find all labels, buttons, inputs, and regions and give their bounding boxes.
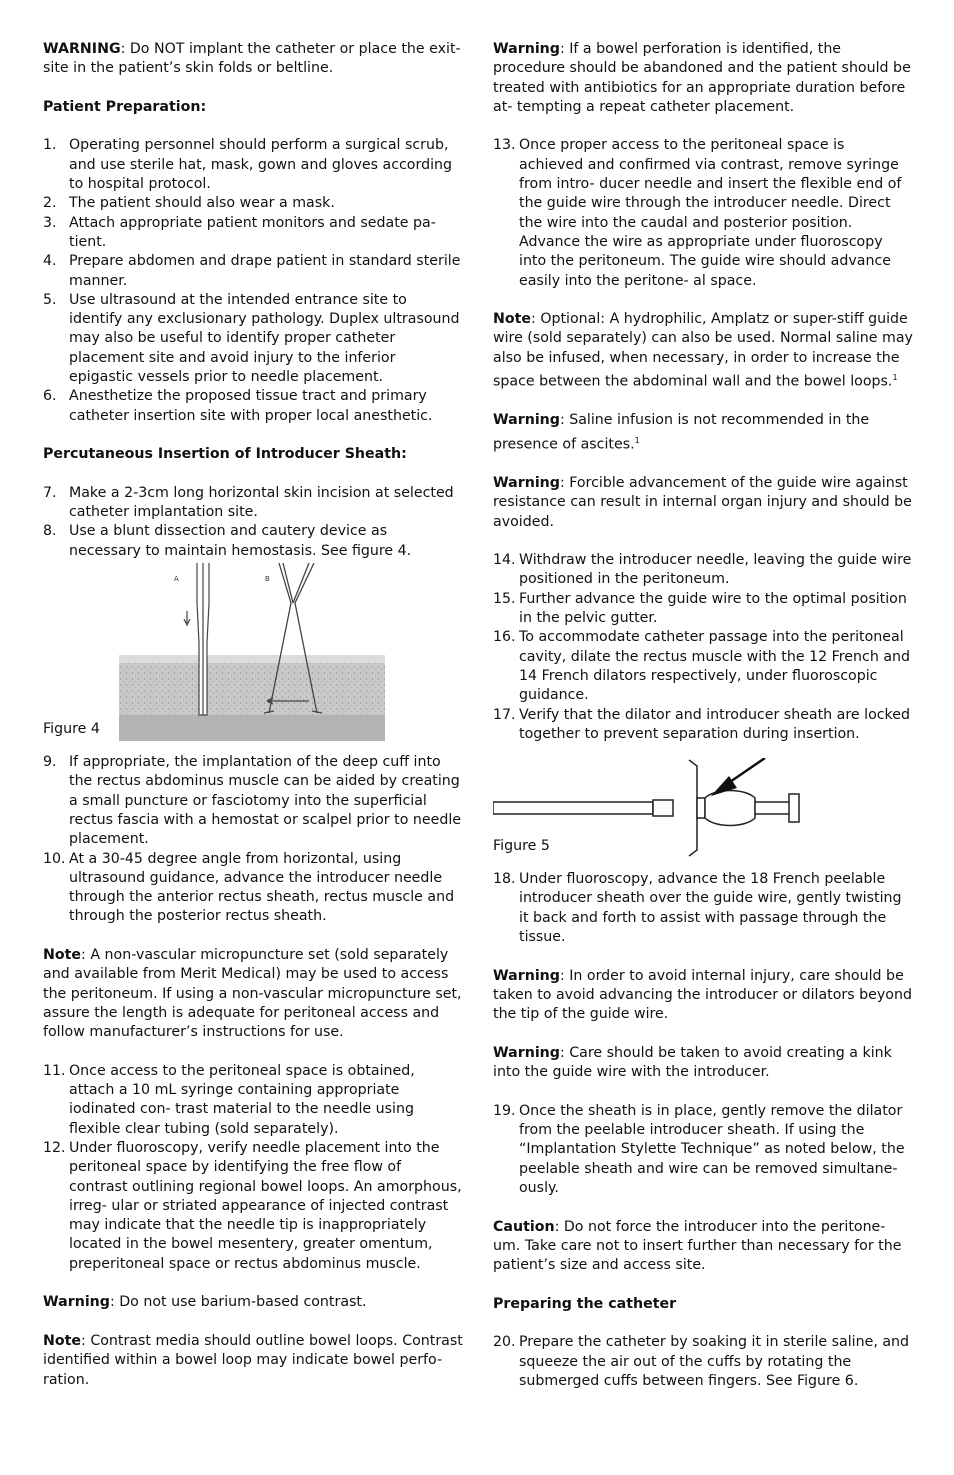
warning-barium: [43, 1293, 463, 1312]
sheath-collar: [697, 798, 705, 818]
warning-label: Warning: [493, 1044, 560, 1061]
dilator-bulb: [705, 791, 755, 826]
list-item: [43, 522, 463, 561]
warning-label: Warning: [493, 967, 560, 984]
list-item: [43, 1139, 463, 1274]
step-text: Once access to the peritoneal space is obtained, attach a 10 mL syringe containing appropriate iodinated con- trast material to the needle using flexible clear tubing (sold separately).: [69, 1062, 415, 1137]
step-20-list: [493, 1333, 913, 1391]
step-number: 20.: [493, 1334, 516, 1351]
sheath-hub: [653, 800, 673, 816]
step-text: The patient should also wear a mask.: [69, 195, 335, 212]
step-text: Once proper access to the peritoneal space is achieved and confirmed via contrast, remove syringe from intro- ducer needle and insert the flexible end of the guide wire through the introducer needle. Direct the wire into the caudal and posterior position. Advance the wire as appropriate under fluoroscopy into the peritoneum. The guide wire should advance easily into the peritone- al space.: [519, 137, 902, 289]
step-number: 13.: [493, 137, 516, 154]
warning-kink: [493, 1044, 913, 1083]
percutaneous-steps-list: [43, 484, 463, 561]
list-item: [493, 706, 913, 745]
warning-saline: [493, 411, 913, 454]
list-item: [493, 1102, 913, 1198]
step-text: Operating personnel should perform a surgical scrub, and use sterile hat, mask, gown and gloves according to hospital protocol.: [69, 137, 453, 193]
steps-11-12-list: [43, 1062, 463, 1274]
figure-4: [43, 563, 463, 741]
note-text: : A non-vascular micropuncture set (sold separately and available from Merit Medical) may be used to access the peritoneum. If using a non-vascular micropuncture set, assure the length is adequate for peritoneal access and follow manufacturer’s instructions for use.: [43, 946, 462, 1041]
step-text: Under fluoroscopy, verify needle placement into the peritoneal space by identifying the free flow of contrast outlining regional bowel loops. An amorphous, irreg- ular or striated appearance of injected contrast may indicate that the needle tip is inappropriately located in the bowel mesentery, greater omentum, preperitoneal space or rectus abdominus muscle.: [69, 1139, 462, 1272]
note-text: : Optional: A hydrophilic, Amplatz or super-stiff guide wire (sold separately) can also be used. Normal saline may also be infused, when necessary, in order to increase the space between the abdominal wall and the bowel loops.: [493, 311, 913, 390]
warning-text: : Forcible advancement of the guide wire against resistance can result in internal organ injury and should be avoided.: [493, 475, 912, 530]
step-number: 1.: [43, 137, 57, 154]
step-number: 2.: [43, 195, 57, 212]
step-text: Anesthetize the proposed tissue tract and primary catheter insertion site with proper local anesthetic.: [69, 388, 433, 424]
step-text: Verify that the dilator and introducer sheath are locked together to prevent separation during insertion.: [519, 706, 910, 742]
caution-force: [493, 1218, 913, 1276]
steps-14-17-list: [493, 551, 913, 744]
note-label: Note: [43, 1332, 82, 1349]
note-contrast: [43, 1332, 463, 1390]
step-number: 9.: [43, 754, 57, 771]
figure-4-label-a: A: [174, 575, 179, 584]
warning-forcible-advancement: [493, 474, 913, 532]
step-number: 17.: [493, 706, 516, 723]
step-number: 18.: [493, 871, 516, 888]
step-text: To accommodate catheter passage into the peritoneal cavity, dilate the rectus muscle with the 12 French and 14 French dilators respectively, under fluoroscopic guidance.: [519, 629, 911, 704]
list-item: [43, 753, 463, 849]
muscle-layer: [119, 715, 385, 741]
step-text: Further advance the guide wire to the optimal position in the pelvic gutter.: [519, 590, 907, 627]
figure-5: [493, 758, 913, 858]
step-text: Prepare abdomen and drape patient in standard sterile manner.: [69, 253, 461, 289]
right-column: [493, 40, 913, 1410]
percutaneous-insertion-heading: Percutaneous Insertion of Introducer Sheath:: [43, 446, 407, 463]
list-item: [493, 870, 913, 947]
list-item: [43, 850, 463, 927]
list-item: [493, 628, 913, 705]
step-text: Withdraw the introducer needle, leaving the guide wire positioned in the peritoneum.: [519, 552, 912, 588]
list-item: [43, 214, 463, 253]
step-19-list: [493, 1102, 913, 1198]
step-number: 3.: [43, 214, 57, 231]
warning-bowel-perforation: [493, 40, 913, 117]
step-number: 4.: [43, 253, 57, 270]
warning-text: : Care should be taken to avoid creating a kink into the guide wire with the introducer.: [493, 1044, 892, 1081]
step-text: Attach appropriate patient monitors and sedate pa- tient.: [69, 214, 436, 250]
list-item: [493, 551, 913, 590]
warning-text: : Do NOT implant the catheter or place the exit-site in the patient’s skin folds or beltline.: [43, 41, 461, 77]
list-item: [43, 291, 463, 387]
warning-text: : If a bowel perforation is identified, the procedure should be abandoned and the patient should be treated with antibiotics for an appropriate duration before at- tempting a repeat catheter placement.: [493, 41, 911, 115]
step-text: If appropriate, the implantation of the deep cuff into the rectus abdominus muscle can be aided by creating a small puncture or fasciotomy into the superficial rectus fascia with a hemostat or scalpel prior to needle placement.: [69, 754, 462, 848]
warning-label: Warning: [493, 412, 560, 429]
note-guide-wire: [493, 310, 913, 392]
warning-text: : Saline infusion is not recommended in the presence of ascites.: [493, 412, 870, 453]
warning-label: Warning: [493, 41, 560, 57]
list-item: [43, 136, 463, 194]
list-item: [43, 1062, 463, 1139]
step-text: Under fluoroscopy, advance the 18 French peelable introducer sheath over the guide wire, gently twisting it back and forth to assist with passage through the tissue.: [519, 871, 902, 946]
step-text: At a 30-45 degree angle from horizontal, using ultrasound guidance, advance the introducer needle through the anterior rectus sheath, rectus muscle and through the posterior rectus sheath.: [69, 850, 455, 925]
step-number: 8.: [43, 523, 57, 540]
step-18-list: [493, 870, 913, 947]
step-number: 19.: [493, 1102, 516, 1119]
note-label: Note: [493, 311, 532, 328]
footnote-ref: 1: [892, 373, 898, 383]
caution-text: : Do not force the introducer into the peritone- um. Take care not to insert further than necessary for the patient’s size and access site.: [493, 1218, 902, 1274]
step-13-list: [493, 136, 913, 290]
step-text: Use ultrasound at the intended entrance site to identify any exclusionary pathology. Duplex ultrasound may also be useful to identify proper catheter placement site and avoid injury to the inferior epigastic vessels prior to needle placement.: [69, 291, 460, 386]
step-text: Prepare the catheter by soaking it in sterile saline, and squeeze the air out of the cuffs by rotating the submerged cuffs between fingers. See Figure 6.: [519, 1334, 910, 1389]
step-number: 5.: [43, 291, 57, 308]
dilator-shaft: [493, 802, 653, 814]
caution-label: Caution: [493, 1218, 555, 1235]
left-column: [43, 40, 463, 1409]
sheath-wing: [689, 760, 697, 856]
step-number: 7.: [43, 484, 57, 501]
list-item: [43, 387, 463, 426]
note-micropuncture: [43, 946, 463, 1042]
step-number: 11.: [43, 1062, 66, 1079]
figure-5-caption: Figure 5: [493, 837, 550, 854]
warning-text: : In order to avoid internal injury, care should be taken to avoid advancing the introducer or dilators beyond the tip of the guide wire.: [493, 967, 912, 1023]
list-item: [43, 484, 463, 523]
footnote-ref: 1: [634, 435, 640, 445]
note-label: Note: [43, 946, 82, 963]
dilator-cap: [789, 794, 799, 822]
patient-preparation-heading: Patient Preparation:: [43, 98, 207, 115]
note-text: : Contrast media should outline bowel loops. Contrast identified within a bowel loop may indicate bowel perfo- ration.: [43, 1332, 463, 1388]
warning-skin-folds: [43, 40, 463, 79]
figure-4-illustration: [119, 563, 387, 741]
warning-label: Warning: [43, 1294, 110, 1311]
steps-9-10-list: [43, 753, 463, 927]
skin-layer: [119, 655, 385, 663]
step-number: 16.: [493, 629, 516, 646]
figure-4-caption: Figure 4: [43, 720, 100, 737]
list-item: [43, 252, 463, 291]
step-number: 14.: [493, 552, 516, 569]
preparing-catheter-heading: Preparing the catheter: [493, 1295, 677, 1312]
list-item: [43, 194, 463, 213]
step-text: Use a blunt dissection and cautery device as necessary to maintain hemostasis. See figure 4.: [69, 523, 412, 559]
figure-4-label-b: B: [265, 575, 270, 584]
step-text: Make a 2-3cm long horizontal skin incision at selected catheter implantation site.: [69, 484, 454, 521]
step-number: 6.: [43, 388, 57, 405]
step-text: Once the sheath is in place, gently remove the dilator from the peelable introducer sheath. If using the “Implantation Stylette Technique” as noted below, the peelable sheath and wire can be removed simultane- ously.: [519, 1102, 905, 1196]
step-number: 10.: [43, 850, 66, 867]
list-item: [493, 590, 913, 629]
warning-label: WARNING: [43, 41, 121, 57]
warning-label: Warning: [493, 475, 560, 491]
step-number: 12.: [43, 1139, 66, 1156]
list-item: [493, 136, 913, 290]
patient-prep-list: [43, 136, 463, 425]
warning-text: : Do not use barium-based contrast.: [109, 1294, 367, 1311]
figure-5-illustration: [493, 758, 813, 858]
step-number: 15.: [493, 590, 516, 607]
list-item: [493, 1333, 913, 1391]
warning-internal-injury: [493, 967, 913, 1025]
